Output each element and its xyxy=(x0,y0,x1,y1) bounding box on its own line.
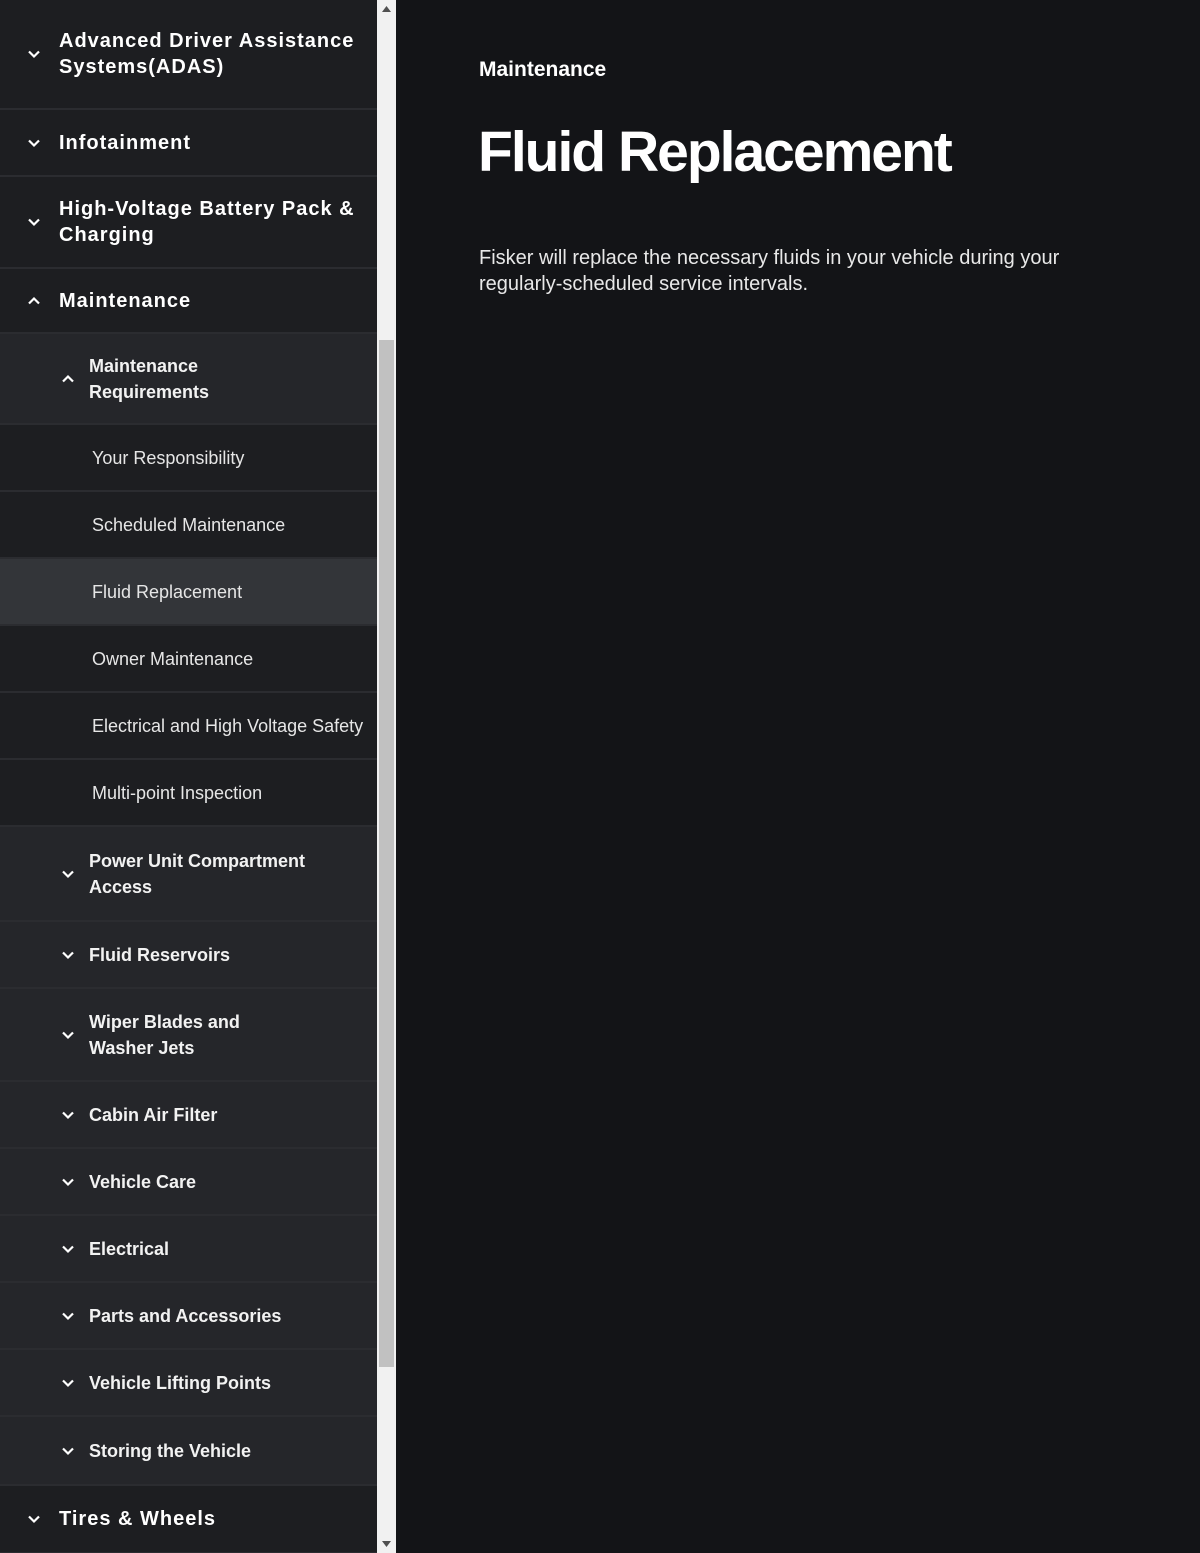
chevron-down-icon xyxy=(61,867,75,881)
sidebar-item-multi-point-inspection[interactable] xyxy=(0,760,377,827)
sidebar-item-label: Power Unit Compartment Access xyxy=(89,850,306,897)
sidebar-nav xyxy=(0,0,377,1553)
sidebar-item-label: Parts and Accessories xyxy=(89,1305,282,1326)
main-content xyxy=(396,0,1200,1553)
chevron-down-icon xyxy=(61,1175,75,1189)
sidebar-item-fluid-reservoirs[interactable] xyxy=(0,922,377,989)
sidebar-item-storing-vehicle[interactable] xyxy=(0,1417,377,1486)
chevron-down-icon xyxy=(61,1242,75,1256)
sidebar-item-label: Advanced Driver Assistance Systems(ADAS) xyxy=(59,30,355,78)
sidebar-item-label: Fluid Replacement xyxy=(92,581,243,602)
sidebar-scrollbar[interactable] xyxy=(377,0,396,1553)
sidebar-item-label: Fluid Reservoirs xyxy=(89,944,231,965)
sidebar-item-label: Tires & Wheels xyxy=(59,1508,217,1530)
sidebar-item-high-voltage-battery[interactable] xyxy=(0,177,377,269)
scroll-up-arrow-icon[interactable] xyxy=(377,0,396,18)
scrollbar-thumb[interactable] xyxy=(379,340,394,1367)
chevron-down-icon xyxy=(27,136,41,150)
sidebar-item-label: Your Responsibility xyxy=(92,447,245,468)
sidebar-item-owner-maintenance[interactable] xyxy=(0,626,377,693)
sidebar-item-parts-accessories[interactable] xyxy=(0,1283,377,1350)
sidebar-item-label: Scheduled Maintenance xyxy=(92,514,286,535)
chevron-down-icon xyxy=(61,948,75,962)
sidebar-item-vehicle-care[interactable] xyxy=(0,1149,377,1216)
sidebar-item-wiper-blades-washer-jets[interactable] xyxy=(0,989,377,1082)
sidebar-item-label: Owner Maintenance xyxy=(92,648,254,669)
sidebar-item-label: Vehicle Care xyxy=(89,1171,197,1192)
scroll-down-arrow-icon[interactable] xyxy=(377,1535,396,1553)
chevron-down-icon xyxy=(61,1444,75,1458)
sidebar-item-adas[interactable] xyxy=(0,0,377,110)
section-label: Maintenance xyxy=(479,58,607,81)
body-text: Fisker will replace the necessary fluids in your vehicle during your regularly-scheduled service intervals. xyxy=(479,247,1060,295)
sidebar-item-tires-wheels[interactable] xyxy=(0,1486,377,1553)
sidebar-item-infotainment[interactable] xyxy=(0,110,377,177)
sidebar-item-label: Multi-point Inspection xyxy=(92,782,263,803)
sidebar-item-label: Maintenance Requirements xyxy=(89,355,210,402)
page-title: Fluid Replacement xyxy=(478,120,951,184)
chevron-up-icon xyxy=(27,294,41,308)
sidebar-item-your-responsibility[interactable] xyxy=(0,425,377,492)
chevron-down-icon xyxy=(27,47,41,61)
chevron-up-icon xyxy=(61,372,75,386)
sidebar-item-label: Electrical xyxy=(89,1238,170,1259)
chevron-down-icon xyxy=(61,1028,75,1042)
chevron-down-icon xyxy=(61,1309,75,1323)
sidebar-item-maintenance-requirements[interactable] xyxy=(0,334,377,425)
chevron-down-icon xyxy=(27,1512,41,1526)
sidebar-item-maintenance[interactable] xyxy=(0,269,377,334)
sidebar-item-vehicle-lifting-points[interactable] xyxy=(0,1350,377,1417)
sidebar-item-electrical-high-voltage-safety[interactable] xyxy=(0,693,377,760)
chevron-down-icon xyxy=(61,1376,75,1390)
sidebar-item-label: High-Voltage Battery Pack & Charging xyxy=(59,198,355,246)
sidebar-item-scheduled-maintenance[interactable] xyxy=(0,492,377,559)
sidebar-item-label: Storing the Vehicle xyxy=(89,1440,252,1461)
sidebar-item-label: Vehicle Lifting Points xyxy=(89,1372,272,1393)
sidebar-item-cabin-air-filter[interactable] xyxy=(0,1082,377,1149)
sidebar-item-label: Infotainment xyxy=(59,131,191,154)
sidebar-item-label: Maintenance xyxy=(59,289,192,312)
sidebar-item-power-unit-compartment-access[interactable] xyxy=(0,827,377,922)
sidebar-item-label: Electrical and High Voltage Safety xyxy=(92,715,364,736)
sidebar-item-electrical[interactable] xyxy=(0,1216,377,1283)
sidebar-item-fluid-replacement[interactable] xyxy=(0,559,377,626)
chevron-down-icon xyxy=(27,215,41,229)
sidebar-item-label: Cabin Air Filter xyxy=(89,1104,218,1125)
chevron-down-icon xyxy=(61,1108,75,1122)
sidebar-item-label: Wiper Blades and Washer Jets xyxy=(89,1011,240,1058)
